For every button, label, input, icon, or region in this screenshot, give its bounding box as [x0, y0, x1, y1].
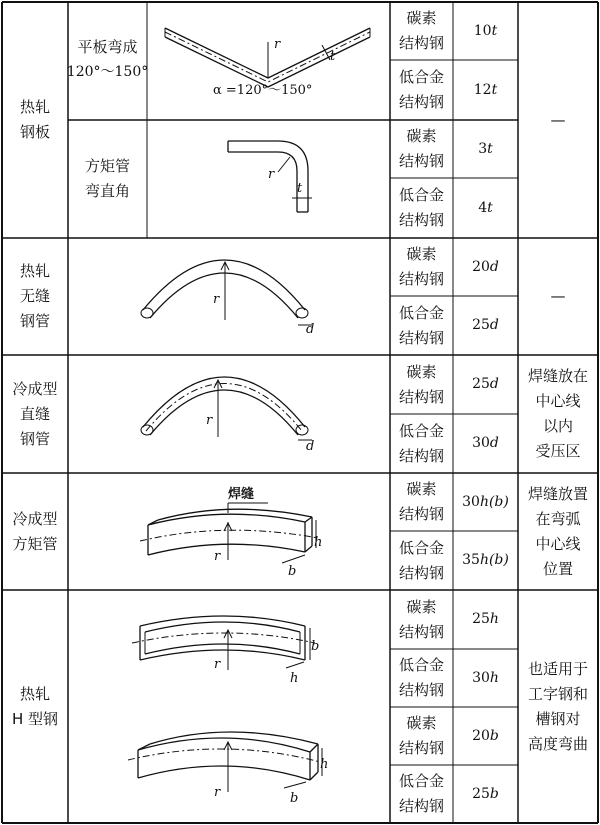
svg-text:d: d [306, 322, 315, 337]
radius-value: 20d [472, 258, 499, 275]
radius-value: 12t [473, 81, 498, 98]
steel-type-cell: 碳素 结构钢 [398, 9, 444, 52]
steel-type-cell: 碳素 结构钢 [398, 127, 444, 170]
radius-value: 25h [472, 611, 499, 627]
remark-cell: — [550, 287, 566, 305]
radius-value: 25b [472, 785, 499, 802]
remark-cell: 也适用于 工字钢和 槽钢对 高度弯曲 [527, 659, 588, 753]
steel-type-cell: 低合金 结构钢 [398, 656, 444, 699]
remark-cell: 焊缝放置 在弯弧 中心线 位置 [527, 484, 588, 578]
remark-cell: — [550, 110, 566, 129]
remark-cell: 焊缝放在 中心线 以内 受压区 [527, 367, 588, 460]
svg-text:b: b [311, 639, 320, 654]
category-cold-formed-rect-tube: 冷成型 方矩管 [12, 509, 58, 553]
svg-text:r: r [214, 549, 221, 564]
svg-text:h: h [320, 757, 329, 772]
radius-value: 25d [472, 317, 499, 333]
category-hot-rolled-seamless-pipe: 热轧 无缝 钢管 [19, 262, 50, 330]
svg-text:焊缝: 焊缝 [228, 487, 255, 502]
steel-type-cell: 低合金 结构钢 [398, 538, 444, 582]
sub-label-rect-tube-right-angle: 方矩管 弯直角 [84, 157, 130, 200]
radius-value: 35h(b) [462, 552, 509, 568]
svg-text:r: r [213, 292, 220, 307]
svg-text:h: h [314, 535, 323, 550]
steel-type-cell: 低合金 结构钢 [398, 772, 444, 815]
steel-type-cell: 碳素 结构钢 [398, 245, 444, 288]
svg-text:α =120°～150°: α =120°～150° [213, 83, 313, 98]
steel-type-cell: 低合金 结构钢 [398, 421, 444, 465]
radius-value: 25d [472, 376, 499, 392]
svg-text:h: h [290, 671, 299, 686]
radius-value: 30h [472, 669, 499, 686]
svg-text:d: d [306, 439, 315, 454]
svg-text:b: b [290, 791, 299, 806]
category-hot-rolled-h-section: 热轧 H 型钢 [11, 684, 59, 728]
steel-type-cell: 低合金 结构钢 [398, 68, 444, 111]
svg-text:t: t [330, 49, 336, 64]
steel-type-cell: 碳素 结构钢 [398, 362, 444, 406]
radius-value: 10t [473, 22, 498, 39]
radius-value: 30h(b) [462, 493, 509, 510]
svg-text:b: b [288, 564, 297, 579]
radius-value: 20b [472, 727, 499, 744]
svg-text:r: r [214, 785, 221, 800]
radius-value: 4t [478, 199, 493, 216]
steel-type-cell: 碳素 结构钢 [398, 714, 444, 757]
svg-text:r: r [268, 167, 275, 182]
radius-value: 30d [472, 435, 499, 451]
steel-type-cell: 碳素 结构钢 [398, 597, 444, 641]
svg-text:r: r [206, 413, 213, 428]
category-hot-rolled-plate: 热轧 钢板 [19, 98, 50, 141]
steel-type-cell: 碳素 结构钢 [398, 480, 444, 523]
steel-type-cell: 低合金 结构钢 [398, 303, 444, 347]
steel-type-cell: 低合金 结构钢 [398, 186, 444, 229]
radius-value: 3t [478, 140, 493, 157]
category-cold-formed-welded-pipe: 冷成型 直缝 钢管 [12, 379, 58, 448]
svg-text:r: r [274, 37, 281, 52]
svg-text:t: t [297, 181, 303, 196]
svg-text:r: r [214, 657, 221, 672]
sub-label-plate-bending: 平板弯成 120°～150° [66, 38, 149, 80]
